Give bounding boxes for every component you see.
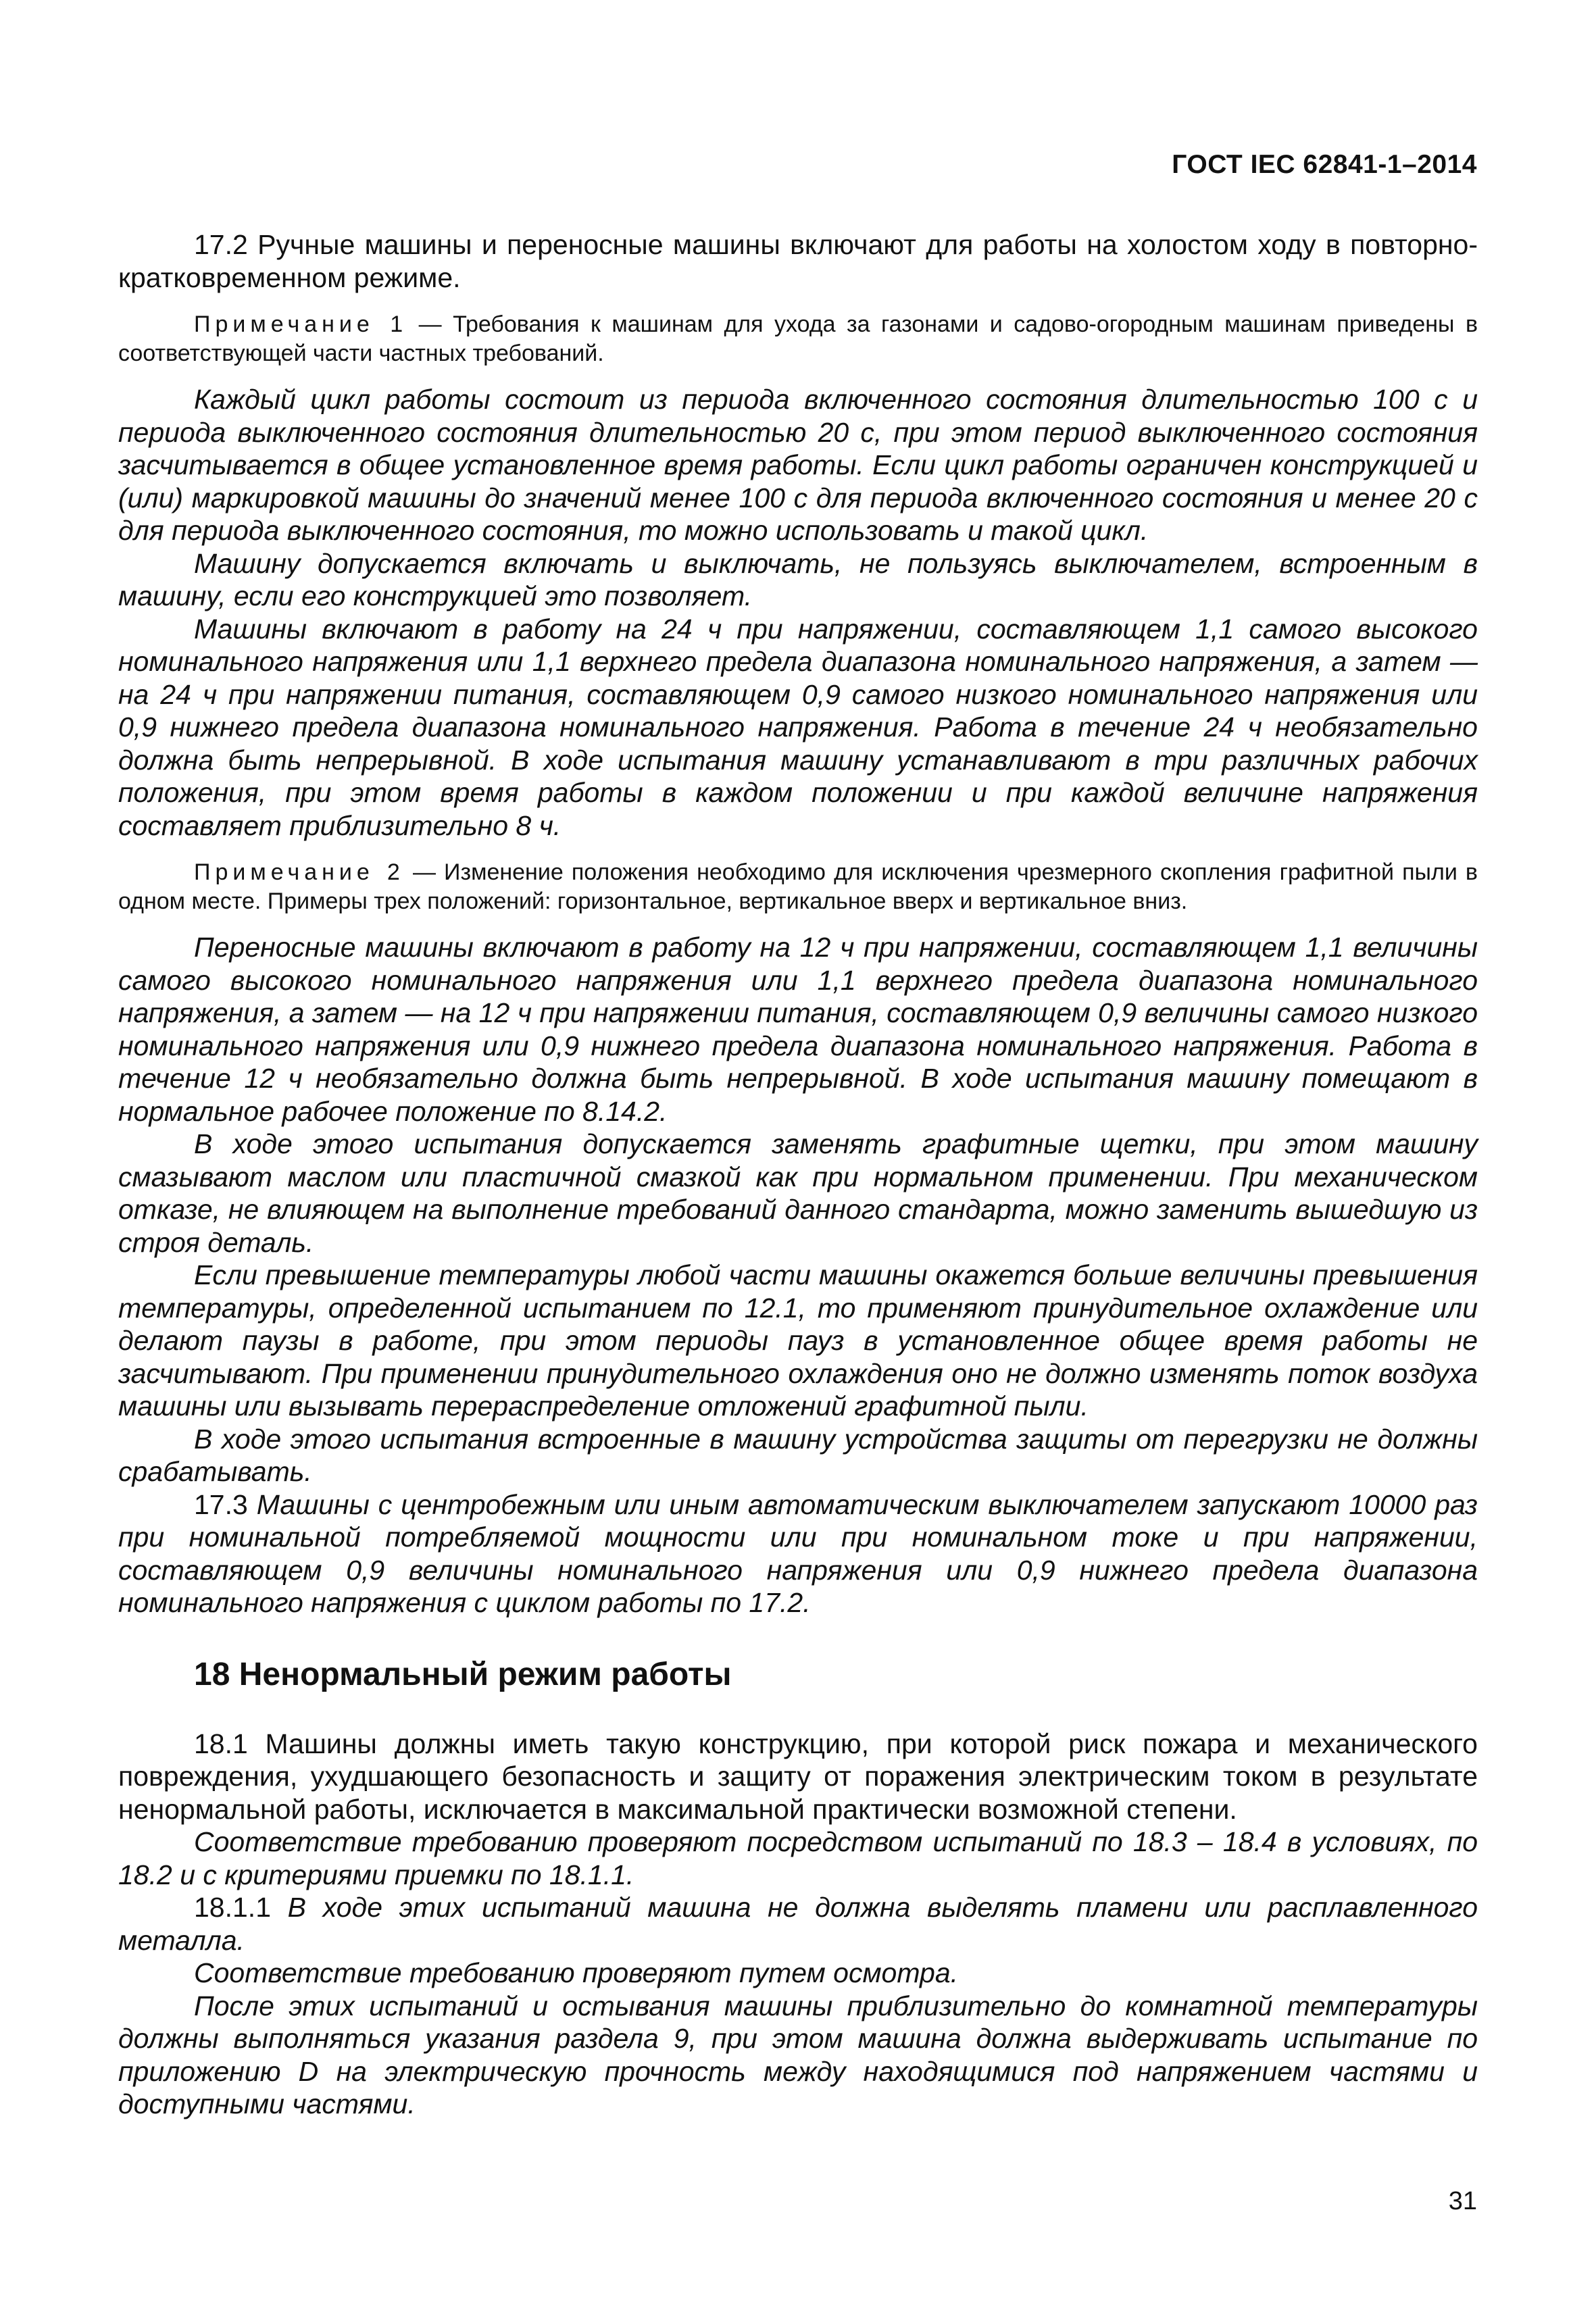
note-2-text: — Изменение положения необходимо для исключения чрезмерного скопления графитной пыли в одном месте. Примеры трех положений: горизонтальное, вертикальное вверх и вертикальное вниз. [118,859,1478,914]
paragraph-after-tests: После этих испытаний и остывания машины приблизительно до комнатной температуры должны выполняться указания раздела 9, при этом машина должна выдерживать испытание по приложению D на электрическую прочность между находящимися под напряжением частями и доступными частями. [118,1990,1478,2119]
paragraph-inspection: Соответствие требованию проверяют путем осмотра. [194,1957,959,1988]
paragraph-switching: Машину допускается включать и выключать, не пользуясь выключателем, встроенным в машину, если его конструкцией это позволяет. [118,547,1478,611]
note-2 [118,858,1478,916]
section-title: 18 Ненормальный режим работы [194,1656,732,1692]
note-1 [118,310,1478,368]
clause-text-18-1-1: В ходе этих испытаний машина не должна выделять пламени или расплавленного металла. [118,1892,1478,1956]
note-1-text: — Требования к машинам для ухода за газонами и садово-огородным машинам приведены в соответствующей части частных требований. [118,311,1478,366]
paragraph-cooling: Если превышение температуры любой части машины окажется больше величины превышения температуры, определенной испытанием по 12.1, то применяют принудительное охлаждение или делают паузы в работе, при этом периоды пауз в установленное общее время работы не засчитывают. При применении принудительного охлаждения оно не должно изменять поток воздуха машины или вызывать перераспределение отложений графитной пыли. [118,1259,1478,1422]
paragraph-compliance-18-1: Соответствие требованию проверяют посредством испытаний по 18.3 – 18.4 в условиях, по 18.2 и с критериями приемки по 18.1.1. [118,1826,1478,1890]
paragraph-17-3 [118,1488,1478,1619]
page-content [118,228,1478,2121]
paragraph-cycle: Каждый цикл работы состоит из периода включенного состояния длительностью 100 с и периода выключенного состояния длительностью 20 с, при этом период выключенного состояния засчитывается в общее установленное время работы. Если цикл работы ограничен конструкцией и (или) маркировкой машины до значений менее 100 с для периода включенного состояния и менее 20 с для периода выключенного состояния, то можно использовать и такой цикл. [118,384,1478,546]
paragraph-18-1: 18.1 Машины должны иметь такую конструкцию, при которой риск пожара и механического повреждения, ухудшающего безопасность и защиту от поражения электрическим током в результате ненормальной работы, исключается в максимальной практически возможной степени. [118,1728,1478,1825]
clause-number-18-1-1: 18.1.1 [194,1892,288,1923]
clause-number-17-3: 17.3 [194,1488,257,1520]
paragraph-12h-test: Переносные машины включают в работу на 12 ч при напряжении, составляющем 1,1 величины самого высокого номинального напряжения или 1,1 верхнего предела диапазона номинального напряжения, а затем — на 12 ч при напряжении питания, составляющем 0,9 величины самого низкого номинального напряжения или 0,9 нижнего предела диапазона номинального напряжения. Работа в течение 12 ч необязательно должна быть непрерывной. В ходе испытания машину помещают в нормальное рабочее положение по 8.14.2. [118,932,1478,1127]
paragraph-17-2: 17.2 Ручные машины и переносные машины включают для работы на холостом ходу в повторно-кратковременном режиме. [118,229,1478,293]
note-2-label: Примечание 2 [194,859,405,885]
paragraph-24h-test: Машины включают в работу на 24 ч при напряжении, составляющем 1,1 самого высокого номинального напряжения или 1,1 верхнего предела диапазона номинального напряжения, а затем — на 24 ч при напряжении питания, составляющем 0,9 самого низкого номинального напряжения или 0,9 нижнего предела диапазона номинального напряжения. Работа в течение 24 ч необязательно должна быть непрерывной. В ходе испытания машину устанавливают в три различных рабочих положения, при этом время работы в каждом положении и при каждой величине напряжения составляет приблизительно 8 ч. [118,613,1478,841]
clause-text-17-3: Машины с центробежным или иным автоматическим выключателем запускают 10000 раз при номинальной потребляемой мощности или при номинальном токе и при напряжении, составляющем 0,9 величины номинального напряжения или 0,9 нижнего предела диапазона номинального напряжения с циклом работы по 17.2. [118,1488,1478,1618]
paragraph-overload: В ходе этого испытания встроенные в машину устройства защиты от перегрузки не должны срабатывать. [118,1423,1478,1487]
paragraph-18-1-1 [118,1891,1478,1957]
paragraph-brushes: В ходе этого испытания допускается заменять графитные щетки, при этом машину смазывают маслом или пластичной смазкой как при нормальном применении. При механическом отказе, не влияющем на выполнение требований данного стандарта, можно заменить вышедшую из строя деталь. [118,1128,1478,1258]
document-header: ГОСТ IEC 62841-1–2014 [1172,150,1477,179]
page-number: 31 [1448,2187,1477,2215]
note-1-label: Примечание 1 [194,311,408,337]
